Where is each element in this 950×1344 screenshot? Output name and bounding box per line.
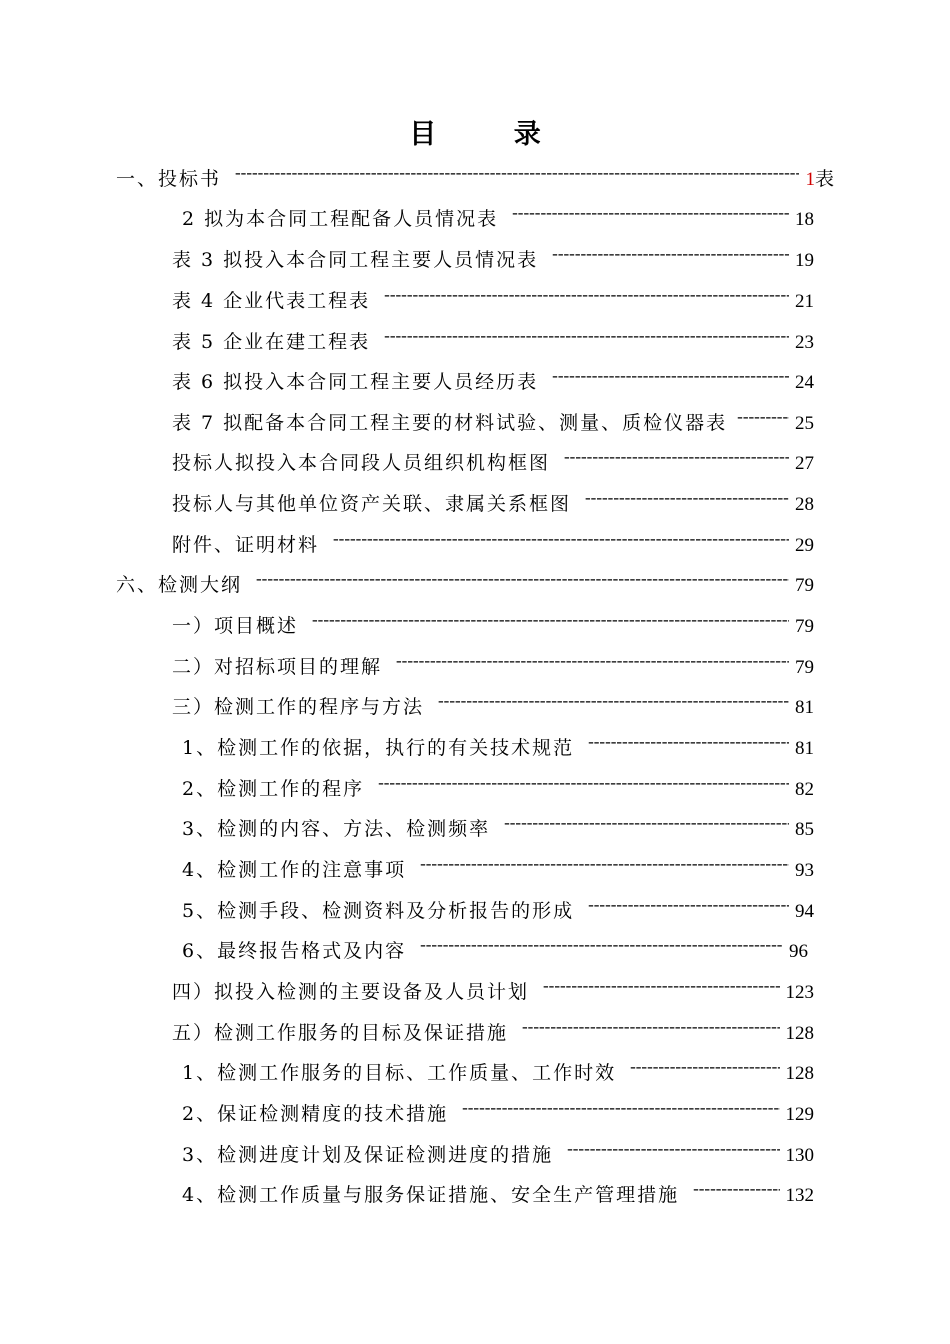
dot-leader: [384, 326, 789, 348]
toc-entry-page: 79: [795, 575, 814, 596]
toc-entry[interactable]: [172, 691, 814, 721]
dot-leader: [396, 651, 789, 673]
toc-entry[interactable]: [182, 1139, 814, 1169]
dot-leader: [420, 935, 783, 957]
dot-leader: [256, 569, 789, 591]
toc-entry[interactable]: [172, 285, 814, 315]
toc-entry-text: 投标人与其他单位资产关联、隶属关系框图: [172, 493, 572, 515]
dot-leader: [522, 1017, 779, 1039]
toc-entry-page: [805, 164, 834, 191]
toc-entry[interactable]: [182, 1098, 814, 1128]
dot-leader: [420, 854, 789, 876]
toc-entry-page: 79: [795, 616, 814, 637]
toc-entry-text: 2、保证检测精度的技术措施: [182, 1103, 449, 1125]
dot-leader: [588, 732, 789, 754]
toc-entry-page-suffix: 表: [814, 169, 834, 190]
toc-entry-page: 24: [795, 372, 814, 393]
toc-entry-page: 128: [785, 1023, 814, 1044]
toc-entry-text: 3、检测的内容、方法、检测频率: [182, 818, 491, 840]
toc-entry[interactable]: [172, 610, 814, 640]
toc-entry-text: 5、检测手段、检测资料及分析报告的形成: [182, 900, 575, 922]
toc-entry-text: 表 7 拟配备本合同工程主要的材料试验、测量、质检仪器表: [172, 412, 728, 434]
toc-entry[interactable]: [172, 651, 814, 681]
dot-leader: [378, 773, 789, 795]
dot-leader: [462, 1098, 779, 1120]
toc-entry[interactable]: [182, 773, 814, 803]
toc-entry-page: 82: [795, 779, 814, 800]
toc-entry[interactable]: [182, 854, 814, 884]
toc-entry-page: 25: [795, 413, 814, 434]
toc-entry-text: 2、检测工作的程序: [182, 778, 365, 800]
toc-entry-page-number: 1: [805, 169, 815, 190]
dot-leader: [312, 610, 789, 632]
toc-entry-text: 表 4 企业代表工程表: [172, 290, 371, 312]
dot-leader: [552, 244, 789, 266]
toc-entry-page: 21: [795, 291, 814, 312]
toc-entry-text: 一、投标书: [116, 168, 222, 190]
toc-entry[interactable]: [116, 163, 834, 193]
toc-entry[interactable]: [172, 529, 814, 559]
toc-entry-page: 96: [789, 941, 808, 962]
toc-entry-page: 81: [795, 738, 814, 759]
dot-leader: [564, 447, 789, 469]
toc-entry[interactable]: [172, 1017, 814, 1047]
toc-entry-text: 六、检测大纲: [116, 574, 243, 596]
toc-entry[interactable]: [182, 203, 814, 233]
toc-entry[interactable]: [172, 244, 814, 274]
toc-entry-page: 28: [795, 494, 814, 515]
dot-leader: [504, 813, 789, 835]
dot-leader: [438, 691, 789, 713]
toc-entry-text: 表 6 拟投入本合同工程主要人员经历表: [172, 371, 539, 393]
dot-leader: [333, 529, 789, 551]
toc-entry-page: 19: [795, 250, 814, 271]
dot-leader: [552, 366, 789, 388]
toc-entry[interactable]: [172, 976, 814, 1006]
toc-entry-text: 五）检测工作服务的目标及保证措施: [172, 1022, 509, 1044]
toc-entry-text: 附件、证明材料: [172, 534, 320, 556]
toc-entry[interactable]: [182, 895, 814, 925]
toc-entry[interactable]: [172, 488, 814, 518]
toc-entry-text: 一）项目概述: [172, 615, 299, 637]
toc-entry-page: 23: [795, 332, 814, 353]
toc-entry[interactable]: [182, 813, 814, 843]
dot-leader: [512, 203, 789, 225]
toc-entry[interactable]: [172, 366, 814, 396]
toc-entry-text: 表 5 企业在建工程表: [172, 331, 371, 353]
toc-entry-text: 二）对招标项目的理解: [172, 656, 383, 678]
toc-entry-text: 1、检测工作的依据，执行的有关技术规范: [182, 737, 575, 759]
toc-entry-page: 18: [795, 209, 814, 230]
dot-leader: [588, 895, 789, 917]
toc-entry-text: 四）拟投入检测的主要设备及人员计划: [172, 981, 530, 1003]
toc-entry-text: 6、最终报告格式及内容: [182, 940, 407, 962]
toc-entry-text: 4、检测工作的注意事项: [182, 859, 407, 881]
dot-leader: [235, 163, 799, 185]
toc-entry-page: 123: [785, 982, 814, 1003]
dot-leader: [630, 1057, 779, 1079]
toc-entry-text: 3、检测进度计划及保证检测进度的措施: [182, 1144, 554, 1166]
toc-entry-page: 129: [785, 1104, 814, 1125]
toc-entry-page: 93: [795, 860, 814, 881]
toc-entry-page: 94: [795, 901, 814, 922]
toc-entry-page: 79: [795, 657, 814, 678]
toc-entry-text: 投标人拟投入本合同段人员组织机构框图: [172, 452, 551, 474]
toc-entry-text: 表 3 拟投入本合同工程主要人员情况表: [172, 249, 539, 271]
toc-entry[interactable]: [172, 447, 814, 477]
toc-entry-page: 132: [785, 1185, 814, 1206]
toc-entry[interactable]: [182, 935, 808, 965]
toc-entry-page: 29: [795, 535, 814, 556]
toc-entry[interactable]: [172, 407, 814, 437]
toc-title: 目 录: [409, 119, 575, 150]
dot-leader: [567, 1139, 779, 1161]
toc-entry-page: 81: [795, 697, 814, 718]
toc-entry[interactable]: [182, 1179, 814, 1209]
dot-leader: [543, 976, 779, 998]
toc-entry-page: 85: [795, 819, 814, 840]
toc-entry[interactable]: [116, 569, 814, 599]
dot-leader: [384, 285, 789, 307]
toc-entry-text: 三）检测工作的程序与方法: [172, 696, 425, 718]
dot-leader: [737, 407, 789, 429]
toc-entry-page: 130: [785, 1145, 814, 1166]
toc-entry-text: 2 拟为本合同工程配备人员情况表: [182, 208, 499, 230]
toc-entry-text: 4、检测工作质量与服务保证措施、安全生产管理措施: [182, 1184, 680, 1206]
toc-entry-text: 1、检测工作服务的目标、工作质量、工作时效: [182, 1062, 617, 1084]
dot-leader: [693, 1179, 779, 1201]
toc-entry[interactable]: [182, 1057, 814, 1087]
toc-entry-page: 27: [795, 453, 814, 474]
toc-entry[interactable]: [172, 326, 814, 356]
dot-leader: [585, 488, 789, 510]
toc-entry[interactable]: [182, 732, 814, 762]
toc-entry-page: 128: [785, 1063, 814, 1084]
